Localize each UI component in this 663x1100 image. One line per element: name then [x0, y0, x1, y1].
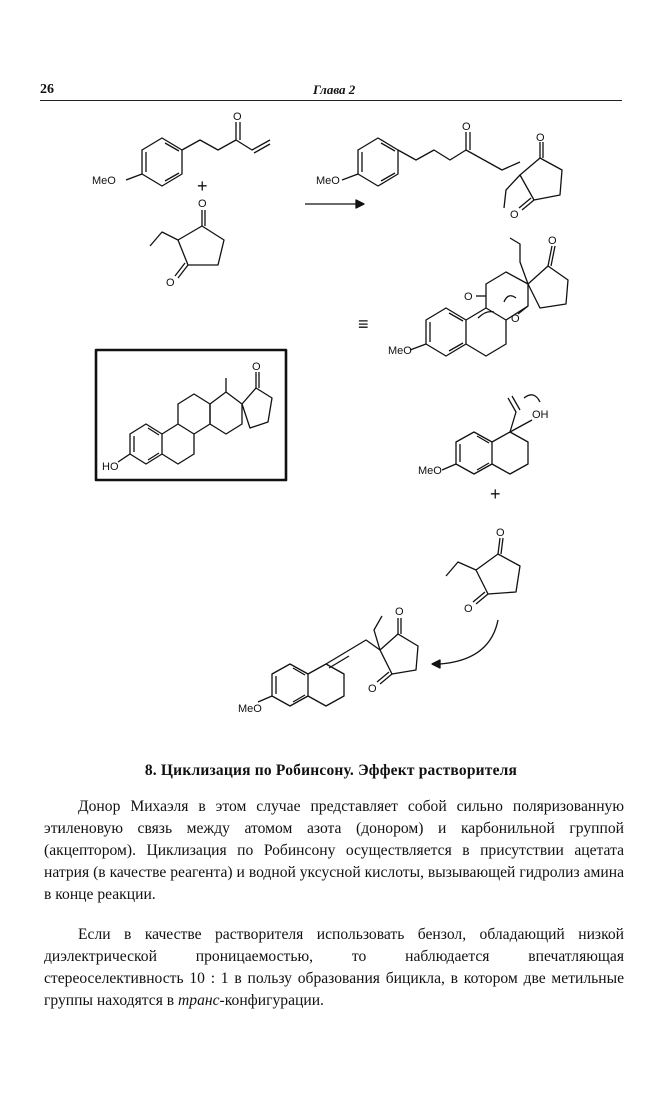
- reactant-ethyl-cyclopentanedione: [150, 198, 224, 289]
- curved-arrow: [432, 620, 498, 668]
- reaction-scheme: [0, 110, 663, 750]
- page-number: 26: [40, 82, 54, 97]
- meo-label-1: MeO: [92, 175, 116, 187]
- meo-label-2: MeO: [316, 175, 340, 187]
- meo-label-3: MeO: [388, 345, 412, 357]
- equivalence-sign: ≡: [358, 314, 369, 334]
- meo-label-4: MeO: [418, 465, 442, 477]
- reactant-aryl-vinyl-ketone: [92, 111, 270, 187]
- triketone-intermediate: [388, 235, 568, 357]
- michael-adduct: [316, 121, 562, 221]
- estrone-target-box: [96, 350, 286, 480]
- section-title: 8. Циклизация по Робинсону. Эффект растворителя: [144, 762, 518, 779]
- o-label-13: O: [395, 606, 404, 618]
- o-label-5: O: [536, 132, 545, 144]
- vinyl-tetralol: [418, 395, 549, 477]
- reaction-arrow-1: [305, 200, 364, 208]
- o-label-14: O: [368, 683, 377, 695]
- paragraph-1: Донор Михаэля в этом случае представляет собой сильно поляризованную этиленовую связь между атомом азота (донором) и карбонильной группой (акцептором). Циклизация по Робинсону осуществляется в присутствии ацетата натрия (в качестве реагента) и водной уксусной кислоты, вызывающей гидролиз амина в конце реакции.: [44, 798, 624, 903]
- paragraph-2: [44, 924, 624, 1012]
- o-label-1: O: [233, 111, 242, 123]
- plus-sign-1: +: [197, 176, 208, 196]
- paragraph-2-end: -конфигурации.: [219, 992, 324, 1009]
- o-label-4: O: [462, 121, 471, 133]
- condensation-product: [238, 606, 418, 715]
- paragraph-2-italic: транс: [178, 992, 220, 1009]
- ho-label: HO: [102, 461, 119, 473]
- paragraph-2-text: Если в качестве растворителя использовать бензол, обладающий низкой диэлектрической проницаемостью, то наблюдается впечатляющая стереоселективность 10 : 1 в пользу образования бицикла, в котором две метильные группы находятся в: [44, 926, 624, 1009]
- o-label-12: O: [464, 603, 473, 615]
- o-label-9: O: [511, 313, 520, 325]
- oh-label: OH: [532, 409, 549, 421]
- o-label-8: O: [548, 235, 557, 247]
- o-label-3: O: [166, 277, 175, 289]
- o-label-2: O: [198, 198, 207, 210]
- meo-label-5: MeO: [238, 703, 262, 715]
- o-label-7: O: [464, 291, 473, 303]
- page-header: [40, 82, 622, 101]
- o-label-6: O: [510, 209, 519, 221]
- chapter-title: Глава 2: [313, 82, 356, 97]
- reactant-ethyl-cyclopentanedione-2: [446, 527, 520, 615]
- o-label-11: O: [496, 527, 505, 539]
- o-label-10: O: [252, 361, 261, 373]
- plus-sign-2: +: [490, 484, 501, 504]
